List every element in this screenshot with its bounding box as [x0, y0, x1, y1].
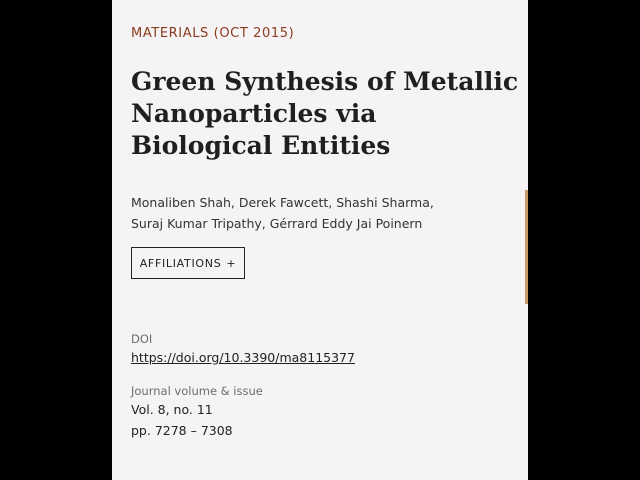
volume-issue: Vol. 8, no. 11 — [131, 402, 213, 417]
doi-label: DOI — [131, 332, 153, 346]
plus-icon: + — [226, 256, 237, 270]
page-range: pp. 7278 – 7308 — [131, 423, 233, 438]
article-title: Green Synthesis of Metallic Nanoparticles via Biological Entities — [131, 67, 519, 160]
author-line-1: Monaliben Shah, Derek Fawcett, Shashi Sharma, — [131, 195, 434, 210]
journal-kicker: MATERIALS (OCT 2015) — [131, 26, 295, 41]
author-line-2: Suraj Kumar Tripathy, Gérrard Eddy Jai Poinern — [131, 216, 423, 231]
author-list — [131, 192, 521, 234]
accent-strip — [525, 190, 528, 304]
affiliations-label: AFFILIATIONS — [139, 256, 222, 270]
doi-link[interactable]: https://doi.org/10.3390/ma8115377 — [131, 350, 355, 365]
journal-volume-label: Journal volume & issue — [131, 384, 263, 398]
affiliations-button[interactable] — [131, 247, 245, 279]
